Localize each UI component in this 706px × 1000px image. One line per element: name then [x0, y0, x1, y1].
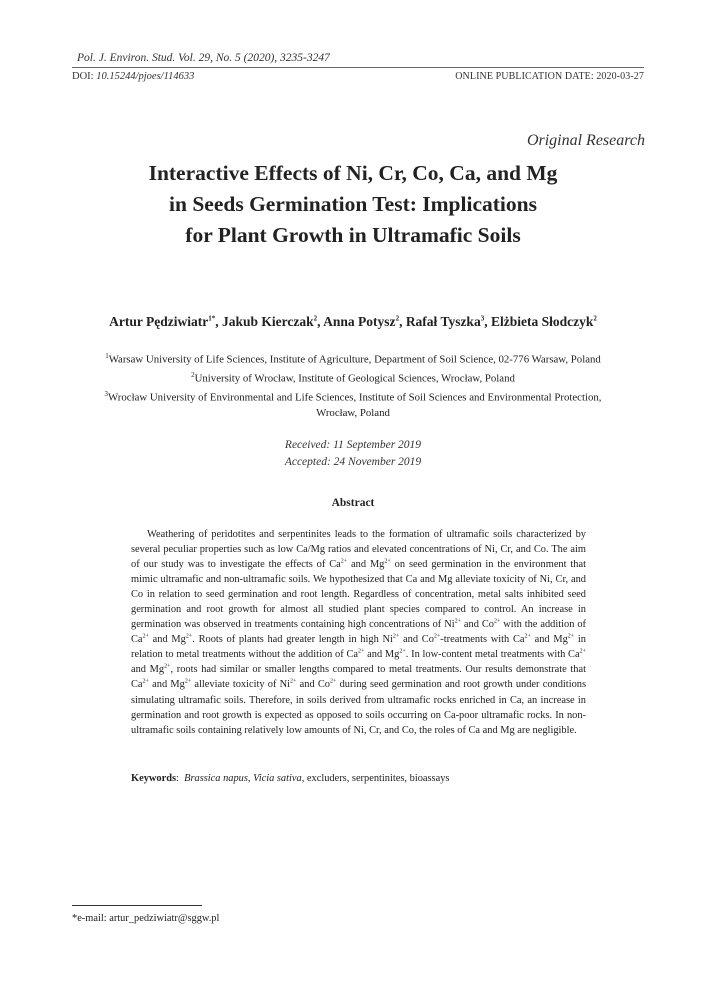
author-name: Artur Pędziwiatr [109, 314, 209, 329]
doi-label: DOI: [72, 71, 94, 82]
header-divider [72, 67, 644, 68]
author-name: Rafał Tyszka [405, 314, 481, 329]
doi-line [72, 71, 644, 82]
footnote-divider [72, 905, 202, 906]
keywords-line: Keywords: Brassica napus, Vicia sativa, excluders, serpentinites, bioassays [131, 773, 450, 784]
keyword-vicia: Vicia sativa [253, 773, 302, 784]
paper-title [60, 158, 646, 251]
article-dates [40, 437, 666, 470]
doi-value[interactable]: 10.15244/pjoes/114633 [96, 71, 195, 82]
journal-citation: Pol. J. Environ. Stud. Vol. 29, No. 5 (2020), 3235-3247 [77, 52, 330, 64]
title-line-3: for Plant Growth in Ultramafic Soils [185, 223, 521, 247]
author-name: Jakub Kierczak [222, 314, 314, 329]
affiliation-3-continued: Wrocław, Poland [316, 407, 390, 420]
keywords-label: Keywords [131, 773, 177, 784]
abstract-body: Weathering of peridotites and serpentinites leads to the formation of ultramafic soils characterized by several peculiar properties such as low Ca/Mg ratios and elevated concentrations of Ni, Cr, and Co. The aim of our study was to investigate the effects of $Ca^{2+}$ and $Mg^{2+}$ on seed germination in the environment that mimic ultramafic and non-ultramafic soils. We hypothesized that Ca and Mg alleviate toxicity of Ni, Cr, and Co in relation to seed germination and root length. Regardless of concentration, metal salts inhibited seed germination and root growth for almost all studied plant species compared to control. An increase in germination was observed in treatments containing high concentrations of $Ni^{2+}$ and $Co^{2+}$ with the addition of $Ca^{2+}$ and $Mg^{2+}$. Roots of plants had greater length in high $Ni^{2+}$ and $Co^{2+}$-treatments with $Ca^{2+}$ and $Mg^{2+}$ in relation to metal treatments without the addition of $Ca^{2+}$ and $Mg^{2+}$. In low-content metal treatments with $Ca^{2+}$ and $Mg^{2+}$, roots had similar or smaller lengths compared to metal treatments. Our results demonstrate that $Ca^{2+}$ and $Mg^{2+}$ alleviate toxicity of $Ni^{2+}$ and $Co^{2+}$ during seed germination and root growth under conditions simulating ultramafic soils. Therefore, in soils derived from ultramafic rocks enriched in Ca, an increase in germination and root growth is expected as opposed to soils occurring on Ca-poor ultramafic rocks. In non-ultramafic soils containing relatively low amounts of Ni, Cr, and Co, the roles of Ca and Mg are negligible. [131, 529, 587, 736]
corresponding-email[interactable]: *e-mail: artur_pedziwiatr@sggw.pl [72, 913, 220, 924]
author-affiliation-mark: 2 [313, 314, 318, 323]
keyword-brassica: Brassica napus [184, 773, 248, 784]
author-affiliation-mark: 3 [480, 314, 485, 323]
author-list: Artur Pędziwiatr$^{1*}$, Jakub Kierczak$^2$, Anna Potysz$^2$, Rafał Tyszka$^3$, Elżbieta Słodczyk$^2$ [109, 314, 597, 329]
author-affiliation-mark: 2 [395, 314, 400, 323]
author-name: Anna Potysz [323, 314, 396, 329]
keywords-rest: , excluders, serpentinites, bioassays [301, 773, 450, 784]
title-line-1: Interactive Effects of Ni, Cr, Co, Ca, and Mg [148, 161, 558, 185]
author-name: Elżbieta Słodczyk [490, 314, 594, 329]
author-affiliation-mark: 2 [593, 314, 597, 323]
article-type: Original Research [526, 132, 645, 149]
publication-date: ONLINE PUBLICATION DATE: 2020-03-27 [455, 71, 644, 82]
received-date: Received: 11 September 2019 [284, 439, 422, 451]
abstract-heading: Abstract [331, 497, 375, 509]
title-line-2: in Seeds Germination Test: Implications [169, 192, 537, 216]
accepted-date: Accepted: 24 November 2019 [284, 455, 422, 468]
affiliation-2: $^2$University of Wrocław, Institute of Geological Sciences, Wrocław, Poland [191, 371, 515, 385]
author-affiliation-mark: 1* [208, 314, 216, 323]
affiliation-1: $^1$Warsaw University of Life Sciences, Institute of Agriculture, Department of Soil Science, 02-776 Warsaw, Poland [105, 352, 601, 366]
affiliations [40, 349, 666, 422]
affiliation-3: $^3$Wrocław University of Environmental and Life Sciences, Institute of Soil Sciences and Environmental Protection, [104, 390, 602, 404]
